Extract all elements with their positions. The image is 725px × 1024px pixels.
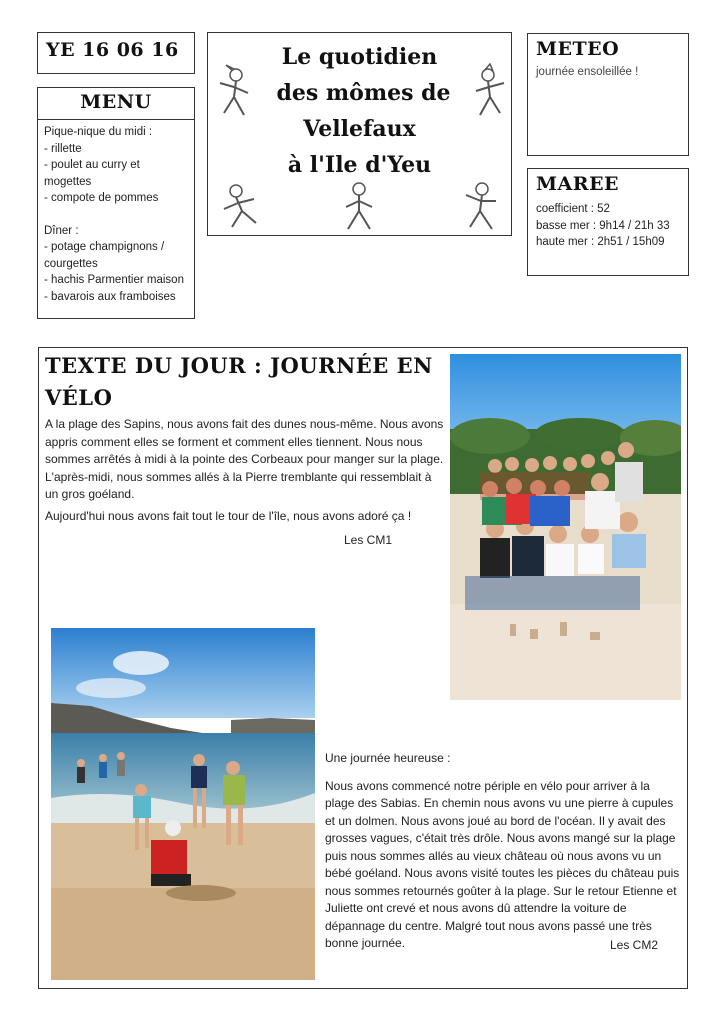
- signature-cm1: Les CM1: [344, 533, 393, 547]
- title-line: Vellefaux: [303, 116, 416, 142]
- article-paragraph-cm2: [325, 750, 681, 953]
- date-label: YE 16 06 16: [46, 39, 179, 61]
- main-article: [38, 347, 688, 989]
- maree-haute: haute mer : 2h51 / 15h09: [536, 236, 665, 248]
- beach-photo-image: [51, 628, 315, 980]
- paragraph: A la plage des Sapins, nous avons fait des dunes nous-même. Nous avons appris comment elles se forment et comment elles tiennent. Nous nous sommes arrêtés à midi à la pointe des Corbeaux pour manger sur la plage. L'après-midi, nous sommes allés à la Pierre tremblante qui ressemblait à un gros goéland.: [45, 417, 444, 501]
- menu-list: [38, 120, 194, 309]
- article-paragraph-cm1: [45, 416, 445, 529]
- elf-drawing-icon: [458, 177, 504, 235]
- menu-line: - hachis Parmentier maison: [44, 274, 184, 286]
- maree-info: [528, 199, 688, 253]
- maree-coefficient: coefficient : 52: [536, 203, 610, 215]
- menu-line: - poulet au curry et mogettes: [44, 159, 140, 188]
- article-title-line: VÉLO: [45, 385, 113, 410]
- newspaper-header: [207, 32, 512, 236]
- signature-cm2: Les CM2: [610, 938, 659, 952]
- title-line: des mômes de: [276, 80, 451, 106]
- title-line: Le quotidien: [281, 44, 438, 70]
- elf-drawing-icon: [216, 177, 262, 235]
- elf-drawing-icon: [336, 177, 382, 235]
- paragraph-lead: Une journée heureuse :: [325, 751, 451, 765]
- menu-line: [44, 207, 188, 223]
- menu-line: - bavarois aux framboises: [44, 290, 176, 303]
- paragraph: Aujourd'hui nous avons fait tout le tour de l'île, nous avons adoré ça !: [45, 508, 412, 523]
- elf-drawing-icon: [212, 63, 258, 121]
- menu-box: [37, 87, 195, 319]
- article-title-line: TEXTE DU JOUR : JOURNÉE EN: [45, 353, 433, 378]
- paragraph: Nous avons commencé notre périple en vélo pour arriver à la plage des Sabias. En chemin nous avons vu une pierre à cupules et un dolmen. Nous avons joué au bord de l'océan. Il y avait des grosses vagues, c'était très drôle. Nous avons mangé sur la plage puis nous sommes allés au vieux château où nous avons vu un bébé goéland. Nous avons visité toutes les pièces du château puis nous sommes retournés goûter à la plage. Sur le retour Etienne et Juliette ont crevé et nous avons dû attendre la voiture de dépannage du centre. Malgré tout nous avons passé une très bonne journée.: [325, 778, 680, 950]
- maree-basse: basse mer : 9h14 / 21h 33: [536, 219, 670, 232]
- menu-line: Pique-nique du midi :: [44, 126, 153, 138]
- article-title: [45, 350, 445, 414]
- meteo-box: [527, 33, 689, 156]
- menu-line: - compote de pommes: [44, 192, 159, 204]
- maree-box: [527, 168, 689, 276]
- date-box: [37, 32, 195, 74]
- title-line: à l'Ile d'Yeu: [287, 152, 432, 178]
- meteo-title: METEO: [536, 38, 620, 60]
- menu-line: - rillette: [44, 142, 82, 155]
- elf-drawing-icon: [466, 63, 512, 121]
- meteo-text: journée ensoleillée !: [536, 66, 639, 78]
- maree-title: MAREE: [536, 173, 620, 195]
- menu-title: MENU: [38, 88, 194, 120]
- menu-line: Dîner :: [44, 224, 79, 237]
- menu-line: - potage champignons / courgettes: [44, 241, 165, 270]
- group-photo-image: [450, 354, 681, 700]
